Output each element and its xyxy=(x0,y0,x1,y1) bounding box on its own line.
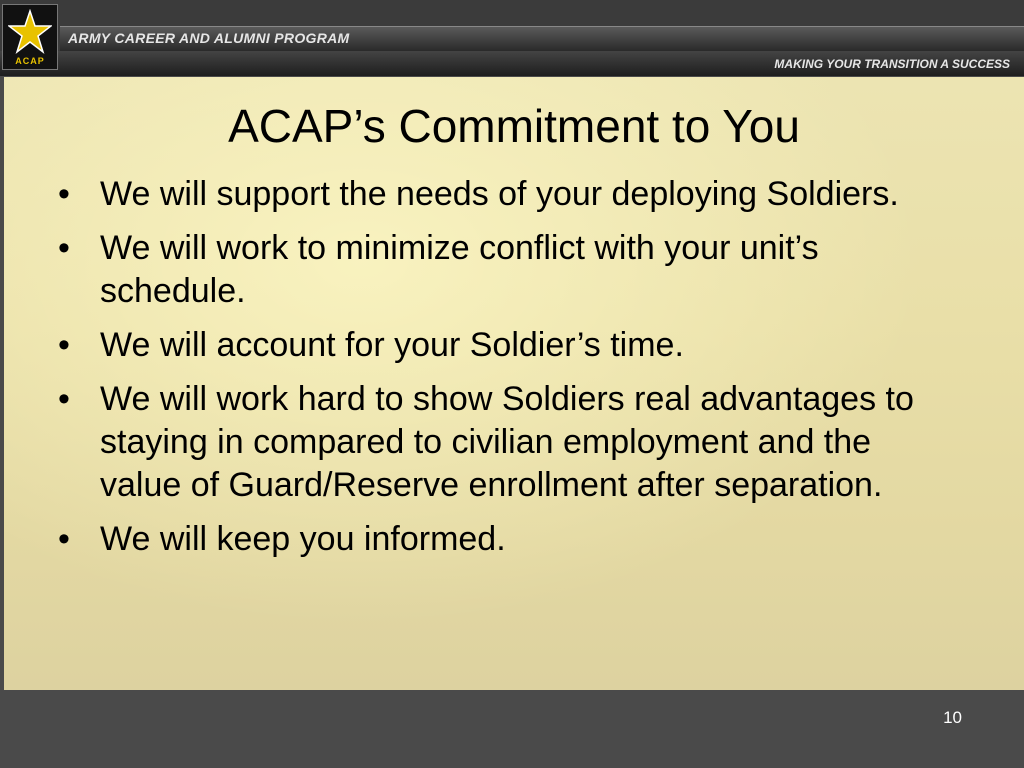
header-bar xyxy=(0,0,1024,76)
bullet-text: We will keep you informed. xyxy=(100,520,506,558)
bullet-text: We will support the needs of your deploying Soldiers. xyxy=(100,175,899,213)
logo-text: ACAP xyxy=(15,56,45,66)
page-number: 10 xyxy=(943,708,962,727)
bullet-item xyxy=(54,227,954,313)
bullet-item xyxy=(54,173,954,216)
bullet-icon: • xyxy=(58,175,70,213)
bullet-text: We will work to minimize conflict with your unit’s schedule. xyxy=(100,229,819,310)
tagline: MAKING YOUR TRANSITION A SUCCESS xyxy=(774,57,1010,71)
slide-content xyxy=(4,77,1024,690)
bullet-text: We will account for your Soldier’s time. xyxy=(100,326,684,364)
acap-logo xyxy=(2,4,58,70)
slide-title: ACAP’s Commitment to You xyxy=(228,100,800,152)
bullet-icon: • xyxy=(58,520,70,558)
bullet-list xyxy=(54,173,954,572)
bullet-item xyxy=(54,518,954,561)
star-icon xyxy=(8,9,52,55)
footer-bar xyxy=(0,690,1024,768)
bullet-item xyxy=(54,378,954,507)
bullet-text: We will work hard to show Soldiers real advantages to staying in compared to civilian employment and the value of Guard/Reserve enrollment after separation. xyxy=(100,380,914,504)
bullet-icon: • xyxy=(58,229,70,267)
bullet-icon: • xyxy=(58,380,70,418)
bullet-item xyxy=(54,324,954,367)
program-title: ARMY CAREER AND ALUMNI PROGRAM xyxy=(68,30,350,46)
bullet-icon: • xyxy=(58,326,70,364)
